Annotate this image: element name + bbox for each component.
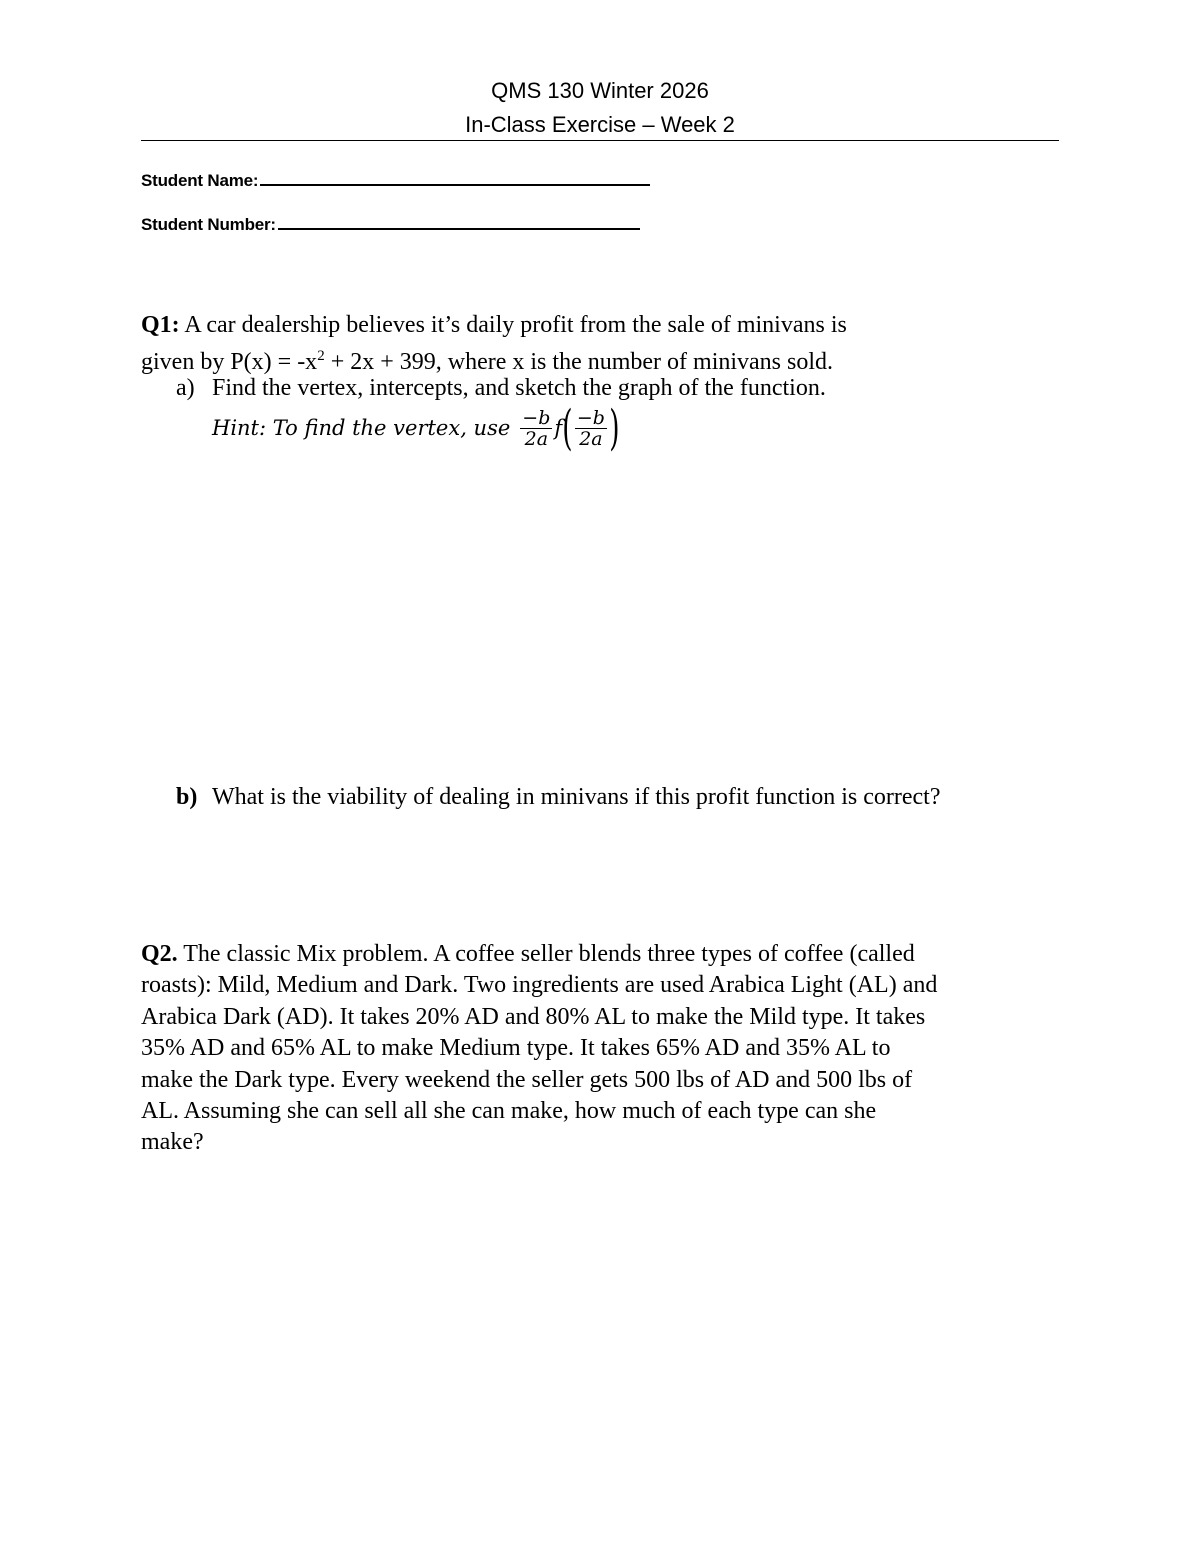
vertex-hint [212,400,620,456]
q2-line-6: AL. Assuming she can sell all she can make, how much of each type can she [141,1098,877,1125]
question-2 [141,939,1066,1159]
hint-text: Hint: To find the vertex, use [212,416,511,440]
q2-text-1: The classic Mix problem. A coffee seller blends three types of coffee (called [177,941,915,967]
fraction-numerator: −b [522,406,551,429]
student-name-label: Student Name: [141,171,259,190]
q1-part-b-text: What is the viability of dealing in minivans if this profit function is correct? [212,784,941,810]
exercise-title: In-Class Exercise – Week 2 [465,112,735,137]
course-title: QMS 130 Winter 2026 [491,78,709,103]
q1-line-1 [141,310,1071,341]
student-number-blank [278,214,640,230]
fraction-numerator: −b [576,406,605,429]
q2-line-2: roasts): Mild, Medium and Dark. Two ingredients are used Arabica Light (AL) and [141,972,938,999]
q1-text-2b: + 2x + 399, where x is the number of minivans sold. [324,349,834,376]
header-divider [141,140,1059,141]
question-1 [141,310,1071,379]
hint-fraction-1 [520,408,552,449]
q1-exponent: 2 [317,348,325,365]
q2-label: Q2. [141,941,178,967]
q1-part-b-marker: b) [176,784,198,810]
hint-fraction-2 [575,408,607,449]
student-name-line [141,170,650,191]
student-number-line [141,214,640,235]
hint-function-f: f [554,416,563,440]
fraction-denominator: 2a [579,427,603,450]
q2-line-4: 35% AD and 65% AL to make Medium type. It takes 65% AD and 35% AL to [141,1035,891,1062]
document-header [141,74,1059,142]
fraction-denominator: 2a [524,427,549,450]
close-paren: ) [609,400,620,456]
q1-part-a-text: Find the vertex, intercepts, and sketch the graph of the function. [212,375,826,401]
q2-line-1 [141,939,1066,970]
q2-line-3: Arabica Dark (AD). It takes 20% AD and 80% AL to make the Mild type. It takes [141,1003,926,1030]
q1-part-a-marker: a) [176,375,195,401]
student-name-blank [260,170,650,186]
q2-line-7: make? [141,1129,204,1156]
q2-line-5: make the Dark type. Every weekend the seller gets 500 lbs of AD and 500 lbs of [141,1066,913,1093]
q1-part-a [176,373,826,404]
q1-text-1: A car dealership believes it’s daily profit from the sale of minivans is [179,312,847,338]
q1-text-2a: given by P(x) = -x [141,349,318,376]
q1-label: Q1: [141,312,180,338]
q1-part-b [176,782,941,813]
open-paren: ( [562,400,573,456]
student-number-label: Student Number: [141,215,276,234]
